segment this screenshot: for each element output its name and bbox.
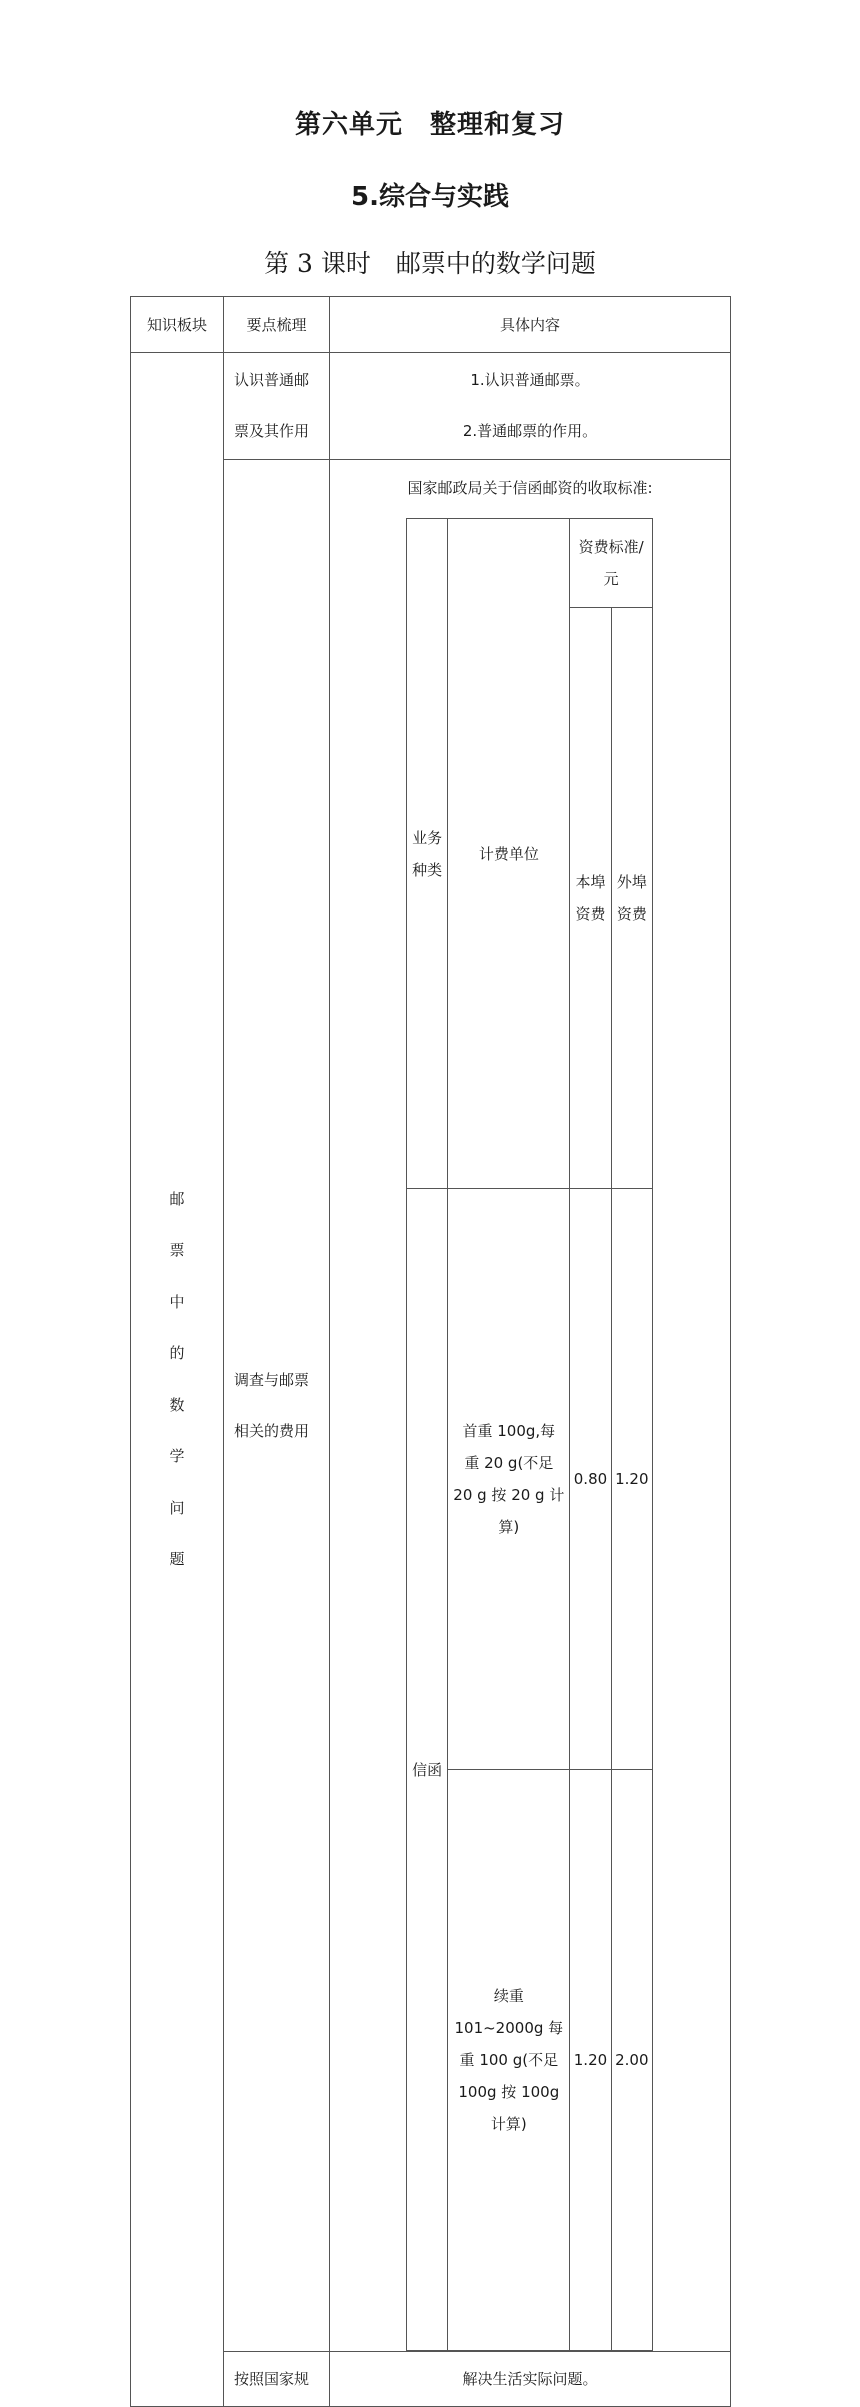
topic-line: 票及其作用 — [234, 422, 310, 440]
postage-table — [406, 518, 653, 2351]
content-line: 1.认识普通邮票。 — [470, 371, 590, 389]
remote-rate-cell: 2.00 — [611, 1770, 652, 2351]
topic-cell — [224, 353, 330, 460]
section-char: 邮 — [169, 1189, 185, 1208]
knowledge-table — [130, 296, 731, 2407]
col-service-type: 业务 种类 — [407, 519, 448, 1189]
header-cell-content: 具体内容 — [330, 297, 731, 353]
unit-title: 第六单元 整理和复习 — [294, 110, 565, 140]
content-cell — [330, 2352, 731, 2407]
content-cell — [330, 460, 731, 2352]
table-header-row — [131, 297, 731, 353]
remote-rate-cell: 1.20 — [611, 1189, 652, 1770]
section-char: 数 — [169, 1395, 185, 1414]
local-rate-cell: 0.80 — [570, 1189, 611, 1770]
postage-header-row — [407, 519, 653, 608]
section-title: 5.综合与实践 — [351, 182, 509, 212]
lesson-title: 第 3 课时 邮票中的数学问题 — [264, 249, 596, 278]
local-rate-cell: 1.20 — [570, 1770, 611, 2351]
section-char: 票 — [169, 1241, 185, 1259]
col-remote-rate: 外埠 资费 — [611, 608, 652, 1189]
topic-line: 调查与邮票 — [234, 1370, 310, 1389]
topic-line: 认识普通邮 — [234, 371, 310, 389]
col-billing-unit: 计费单位 — [448, 519, 570, 1189]
topic-cell — [224, 460, 330, 2352]
header-cell-section: 知识板块 — [131, 297, 224, 353]
header-cell-points: 要点梳理 — [224, 297, 330, 353]
section-char: 题 — [169, 1550, 185, 1568]
table-row — [131, 353, 731, 460]
col-local-rate: 本埠 资费 — [570, 608, 611, 1189]
topic-line: 相关的费用 — [234, 1421, 310, 1440]
topic-line: 按照国家规 — [234, 2369, 310, 2388]
section-char: 中 — [169, 1292, 185, 1311]
service-cell: 信函 — [407, 1189, 448, 2351]
section-char: 的 — [169, 1344, 185, 1362]
billing-unit-cell: 首重 100g,每 重 20 g(不足 20 g 按 20 g 计 算) — [448, 1189, 570, 1770]
content-cell — [330, 353, 731, 460]
section-char: 学 — [169, 1447, 185, 1465]
col-rate-standard: 资费标准/ 元 — [570, 519, 653, 608]
section-cell — [131, 353, 224, 2407]
content-line: 解决生活实际问题。 — [462, 2369, 598, 2388]
topic-cell — [224, 2352, 330, 2407]
postage-standard-title: 国家邮政局关于信函邮资的收取标准: — [407, 479, 653, 497]
postage-row — [407, 1189, 653, 1770]
content-line: 2.普通邮票的作用。 — [462, 422, 598, 440]
billing-unit-cell: 续重 101~2000g 每 重 100 g(不足 100g 按 100g 计算) — [448, 1770, 570, 2351]
section-char: 问 — [169, 1498, 185, 1517]
